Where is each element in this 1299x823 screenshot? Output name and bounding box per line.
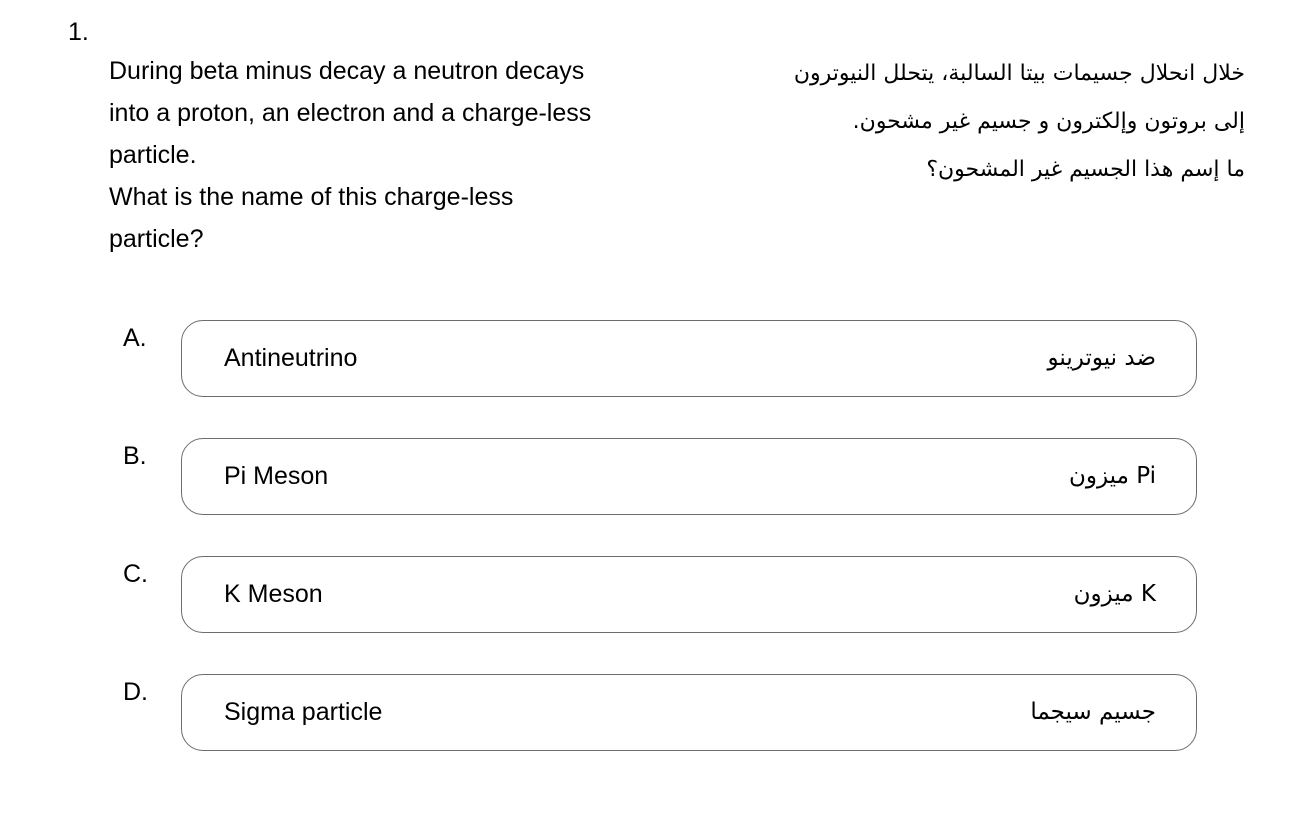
question-line: ما إسم هذا الجسيم غير المشحون؟ (926, 157, 1245, 182)
question-line: into a proton, an electron and a charge-less (109, 99, 592, 127)
option-label-english: Antineutrino (224, 344, 358, 372)
question-line: particle. (109, 141, 197, 169)
option-letter: D. (123, 678, 148, 706)
question-line: What is the name of this charge-less (109, 183, 514, 211)
question-text-arabic (685, 50, 1245, 194)
option-c-button[interactable] (181, 556, 1197, 633)
option-label-english: Sigma particle (224, 698, 383, 726)
question-line: particle? (109, 225, 204, 253)
option-b (0, 438, 1299, 518)
question-number: 1. (68, 18, 89, 46)
option-label-arabic: Pi ميزون (1068, 463, 1156, 489)
option-b-button[interactable] (181, 438, 1197, 515)
option-c (0, 556, 1299, 636)
option-letter: A. (123, 324, 147, 352)
option-letter: B. (123, 442, 147, 470)
question-line: خلال انحلال جسيمات بيتا السالبة، يتحلل النيوترون (793, 61, 1245, 86)
option-a (0, 320, 1299, 400)
question-line: During beta minus decay a neutron decays (109, 57, 585, 85)
option-d-button[interactable] (181, 674, 1197, 751)
option-label-arabic: ضد نيوترينو (1047, 345, 1156, 371)
option-label-arabic: K ميزون (1073, 581, 1156, 607)
option-label-arabic: جسيم سيجما (1030, 699, 1156, 725)
option-d (0, 674, 1299, 754)
option-a-button[interactable] (181, 320, 1197, 397)
option-label-english: K Meson (224, 580, 323, 608)
option-label-english: Pi Meson (224, 462, 329, 490)
question-line: إلى بروتون وإلكترون و جسيم غير مشحون. (852, 109, 1245, 134)
option-letter: C. (123, 560, 148, 588)
question-text-english (109, 50, 669, 260)
